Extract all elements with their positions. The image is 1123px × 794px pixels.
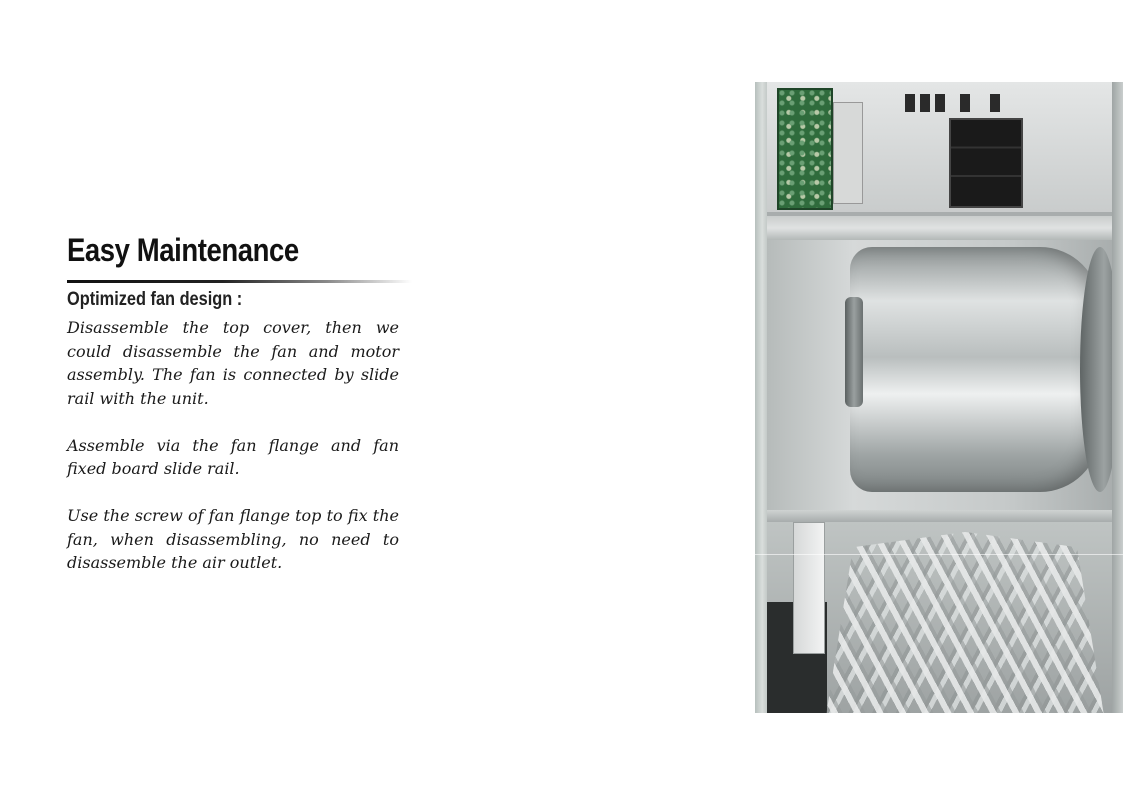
slide-rail [767, 216, 1112, 241]
connector [920, 94, 930, 112]
connector [905, 94, 915, 112]
connector [990, 94, 1000, 112]
paragraph-1: Disassemble the top cover, then we could disassemble the fan and motor assembly. The fan is connected by slide rail with the unit. [67, 318, 399, 408]
control-board [777, 88, 833, 210]
page-title: Easy Maintenance [67, 232, 299, 268]
paragraph-2: Assemble via the fan flange and fan fixed board slide rail. [67, 435, 399, 478]
connector [960, 94, 970, 112]
cabinet-left-edge [755, 82, 767, 713]
blower-fan-housing [850, 247, 1100, 492]
title-underline [67, 280, 412, 283]
fan-fixed-board [767, 510, 1112, 522]
highlight-line [755, 554, 1123, 555]
fan-motor-hub [845, 297, 863, 407]
cabinet-right-edge [1112, 82, 1123, 713]
description-text [67, 316, 399, 598]
product-image [755, 82, 1123, 713]
evaporator-coil [825, 532, 1105, 713]
connector [935, 94, 945, 112]
bracket [793, 522, 825, 654]
section-subtitle: Optimized fan design : [67, 289, 243, 310]
paragraph-3: Use the screw of fan flange top to fix the fan, when disassembling, no need to disassemble the air outlet. [67, 506, 399, 572]
contactor-block [949, 118, 1023, 208]
terminal-block [833, 102, 863, 204]
